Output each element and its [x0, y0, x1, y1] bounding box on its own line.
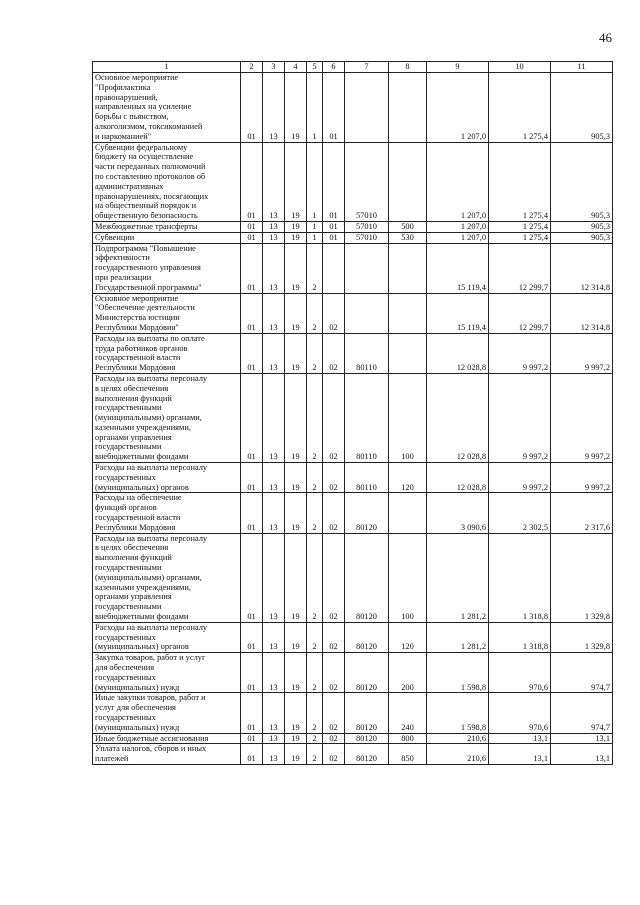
subsection-code-cell: 13: [263, 373, 285, 462]
table-header-row: [93, 62, 613, 73]
subsection-code-cell: 13: [263, 142, 285, 221]
section-code-cell: 01: [241, 333, 263, 373]
table-row: [93, 142, 613, 221]
expense-type-cell: 850: [389, 744, 427, 765]
expense-direction-cell: 80120: [345, 744, 389, 765]
section-code-cell: 01: [241, 73, 263, 143]
column-header: 5: [307, 62, 323, 73]
activity-code-cell: 02: [323, 333, 345, 373]
program-code-cell: 19: [285, 73, 307, 143]
column-header: 11: [551, 62, 613, 73]
amount-col11-cell: 974,7: [551, 693, 613, 733]
expense-direction-cell: 80110: [345, 333, 389, 373]
budget-table: [92, 61, 613, 765]
amount-col9-cell: 15 119,4: [427, 243, 489, 293]
amount-col10-cell: 9 997,2: [489, 373, 551, 462]
amount-col9-cell: 12 028,8: [427, 463, 489, 493]
subsection-code-cell: 13: [263, 221, 285, 232]
expense-type-cell: 120: [389, 622, 427, 652]
section-code-cell: 01: [241, 653, 263, 693]
amount-col10-cell: 12 299,7: [489, 293, 551, 333]
table-row: [93, 373, 613, 462]
activity-code-cell: 01: [323, 73, 345, 143]
amount-col11-cell: 13,1: [551, 744, 613, 765]
subprogram-code-cell: 2: [307, 693, 323, 733]
amount-col10-cell: 9 997,2: [489, 333, 551, 373]
amount-col11-cell: 12 314,8: [551, 243, 613, 293]
section-code-cell: 01: [241, 733, 263, 744]
amount-col11-cell: 9 997,2: [551, 333, 613, 373]
table-row: [93, 622, 613, 652]
program-code-cell: 19: [285, 653, 307, 693]
section-code-cell: 01: [241, 142, 263, 221]
subprogram-code-cell: 2: [307, 493, 323, 533]
amount-col10-cell: 1 275,4: [489, 142, 551, 221]
program-code-cell: 19: [285, 733, 307, 744]
activity-code-cell: 02: [323, 293, 345, 333]
amount-col11-cell: 905,3: [551, 232, 613, 243]
program-code-cell: 19: [285, 693, 307, 733]
subsection-code-cell: 13: [263, 733, 285, 744]
amount-col9-cell: 210,6: [427, 744, 489, 765]
expense-direction-cell: 57010: [345, 221, 389, 232]
table-row: [93, 463, 613, 493]
expense-type-cell: [389, 493, 427, 533]
subprogram-code-cell: 2: [307, 243, 323, 293]
subprogram-code-cell: 2: [307, 653, 323, 693]
expense-type-cell: [389, 73, 427, 143]
row-name-cell: Расходы на выплаты персоналу государственных (муниципальных) органов: [93, 463, 241, 493]
amount-col9-cell: 1 598,8: [427, 693, 489, 733]
expense-type-cell: 200: [389, 653, 427, 693]
table-row: [93, 533, 613, 622]
row-name-cell: Закупка товаров, работ и услуг для обеспечения государственных (муниципальных) нужд: [93, 653, 241, 693]
expense-type-cell: 240: [389, 693, 427, 733]
amount-col10-cell: 1 275,4: [489, 232, 551, 243]
section-code-cell: 01: [241, 693, 263, 733]
amount-col10-cell: 2 302,5: [489, 493, 551, 533]
amount-col11-cell: 12 314,8: [551, 293, 613, 333]
subsection-code-cell: 13: [263, 493, 285, 533]
amount-col9-cell: 1 207,0: [427, 221, 489, 232]
expense-type-cell: [389, 142, 427, 221]
row-name-cell: Иные бюджетные ассигнования: [93, 733, 241, 744]
table-row: [93, 693, 613, 733]
row-name-cell: Основное мероприятие "Обеспечение деятельности Министерства юстиции Республики Мордовия": [93, 293, 241, 333]
row-name-cell: Расходы на выплаты персоналу в целях обеспечения выполнения функций государственными (муниципальными) органами, казенными учреждениями, органами управления государственными внебюджетными фондами: [93, 373, 241, 462]
amount-col9-cell: 12 028,8: [427, 373, 489, 462]
subprogram-code-cell: 2: [307, 622, 323, 652]
expense-type-cell: [389, 333, 427, 373]
amount-col11-cell: 905,3: [551, 142, 613, 221]
column-header: 9: [427, 62, 489, 73]
column-header: 2: [241, 62, 263, 73]
column-header: 8: [389, 62, 427, 73]
program-code-cell: 19: [285, 463, 307, 493]
table-row: [93, 232, 613, 243]
program-code-cell: 19: [285, 622, 307, 652]
activity-code-cell: 01: [323, 221, 345, 232]
subsection-code-cell: 13: [263, 73, 285, 143]
section-code-cell: 01: [241, 622, 263, 652]
amount-col11-cell: 1 329,8: [551, 622, 613, 652]
activity-code-cell: 02: [323, 693, 345, 733]
amount-col11-cell: 13,1: [551, 733, 613, 744]
section-code-cell: 01: [241, 373, 263, 462]
column-header: 1: [93, 62, 241, 73]
expense-direction-cell: 80120: [345, 533, 389, 622]
subsection-code-cell: 13: [263, 243, 285, 293]
expense-type-cell: [389, 243, 427, 293]
table-row: [93, 243, 613, 293]
amount-col11-cell: 9 997,2: [551, 463, 613, 493]
row-name-cell: Расходы на выплаты персоналу государственных (муниципальных) органов: [93, 622, 241, 652]
row-name-cell: Субвенции: [93, 232, 241, 243]
amount-col9-cell: 15 119,4: [427, 293, 489, 333]
section-code-cell: 01: [241, 293, 263, 333]
subsection-code-cell: 13: [263, 463, 285, 493]
amount-col10-cell: 12 299,7: [489, 243, 551, 293]
amount-col9-cell: 210,6: [427, 733, 489, 744]
expense-direction-cell: 80120: [345, 693, 389, 733]
section-code-cell: 01: [241, 243, 263, 293]
expense-type-cell: 800: [389, 733, 427, 744]
amount-col10-cell: 1 275,4: [489, 73, 551, 143]
column-header: 6: [323, 62, 345, 73]
expense-type-cell: 120: [389, 463, 427, 493]
amount-col9-cell: 12 028,8: [427, 333, 489, 373]
amount-col11-cell: 974,7: [551, 653, 613, 693]
table-row: [93, 221, 613, 232]
expense-direction-cell: [345, 73, 389, 143]
activity-code-cell: 02: [323, 733, 345, 744]
section-code-cell: 01: [241, 463, 263, 493]
activity-code-cell: 02: [323, 622, 345, 652]
row-name-cell: Расходы на выплаты персоналу в целях обеспечения выполнения функций государственными (муниципальными) органами, казенными учреждениями, органами управления государственными внебюджетными фондами: [93, 533, 241, 622]
program-code-cell: 19: [285, 232, 307, 243]
activity-code-cell: 02: [323, 493, 345, 533]
row-name-cell: Подпрограмма "Повышение эффективности государственного управления при реализации Государственной программы": [93, 243, 241, 293]
amount-col11-cell: 2 317,6: [551, 493, 613, 533]
subsection-code-cell: 13: [263, 653, 285, 693]
subsection-code-cell: 13: [263, 693, 285, 733]
expense-direction-cell: 80120: [345, 493, 389, 533]
amount-col11-cell: 905,3: [551, 221, 613, 232]
expense-type-cell: 100: [389, 373, 427, 462]
subprogram-code-cell: 2: [307, 463, 323, 493]
amount-col10-cell: 970,6: [489, 653, 551, 693]
amount-col10-cell: 1 318,8: [489, 622, 551, 652]
program-code-cell: 19: [285, 493, 307, 533]
expense-type-cell: 100: [389, 533, 427, 622]
subsection-code-cell: 13: [263, 622, 285, 652]
table-row: [93, 293, 613, 333]
table-row: [93, 493, 613, 533]
activity-code-cell: 01: [323, 232, 345, 243]
amount-col10-cell: 9 997,2: [489, 463, 551, 493]
table-body: [93, 73, 613, 765]
amount-col10-cell: 13,1: [489, 733, 551, 744]
activity-code-cell: [323, 243, 345, 293]
amount-col9-cell: 1 207,0: [427, 73, 489, 143]
column-header: 4: [285, 62, 307, 73]
row-name-cell: Расходы на выплаты по оплате труда работников органов государственной власти Республики Мордовия: [93, 333, 241, 373]
column-header: 10: [489, 62, 551, 73]
expense-type-cell: 530: [389, 232, 427, 243]
subsection-code-cell: 13: [263, 293, 285, 333]
subprogram-code-cell: 2: [307, 733, 323, 744]
section-code-cell: 01: [241, 232, 263, 243]
amount-col10-cell: 13,1: [489, 744, 551, 765]
amount-col10-cell: 970,6: [489, 693, 551, 733]
amount-col9-cell: 1 207,0: [427, 232, 489, 243]
expense-direction-cell: 57010: [345, 232, 389, 243]
expense-type-cell: 500: [389, 221, 427, 232]
amount-col9-cell: 3 090,6: [427, 493, 489, 533]
table-row: [93, 333, 613, 373]
program-code-cell: 19: [285, 333, 307, 373]
subsection-code-cell: 13: [263, 333, 285, 373]
subprogram-code-cell: 2: [307, 293, 323, 333]
activity-code-cell: 02: [323, 373, 345, 462]
subprogram-code-cell: 1: [307, 232, 323, 243]
amount-col11-cell: 9 997,2: [551, 373, 613, 462]
row-name-cell: Расходы на обеспечение функций органов государственной власти Республики Мордовия: [93, 493, 241, 533]
expense-direction-cell: [345, 293, 389, 333]
subprogram-code-cell: 2: [307, 333, 323, 373]
expense-type-cell: [389, 293, 427, 333]
activity-code-cell: 02: [323, 653, 345, 693]
program-code-cell: 19: [285, 142, 307, 221]
activity-code-cell: 01: [323, 142, 345, 221]
subsection-code-cell: 13: [263, 744, 285, 765]
amount-col9-cell: 1 598,8: [427, 653, 489, 693]
expense-direction-cell: 80120: [345, 733, 389, 744]
program-code-cell: 19: [285, 293, 307, 333]
activity-code-cell: 02: [323, 744, 345, 765]
subprogram-code-cell: 1: [307, 221, 323, 232]
expense-direction-cell: 57010: [345, 142, 389, 221]
section-code-cell: 01: [241, 493, 263, 533]
expense-direction-cell: 80110: [345, 463, 389, 493]
amount-col9-cell: 1 207,0: [427, 142, 489, 221]
expense-direction-cell: 80120: [345, 653, 389, 693]
subprogram-code-cell: 2: [307, 373, 323, 462]
section-code-cell: 01: [241, 533, 263, 622]
section-code-cell: 01: [241, 744, 263, 765]
table-row: [93, 733, 613, 744]
subprogram-code-cell: 1: [307, 73, 323, 143]
program-code-cell: 19: [285, 243, 307, 293]
program-code-cell: 19: [285, 744, 307, 765]
program-code-cell: 19: [285, 221, 307, 232]
program-code-cell: 19: [285, 533, 307, 622]
page-number: 46: [599, 30, 612, 45]
section-code-cell: 01: [241, 221, 263, 232]
amount-col9-cell: 1 281,2: [427, 533, 489, 622]
activity-code-cell: 02: [323, 533, 345, 622]
table-row: [93, 73, 613, 143]
table-row: [93, 744, 613, 765]
expense-direction-cell: 80120: [345, 622, 389, 652]
amount-col11-cell: 1 329,8: [551, 533, 613, 622]
amount-col9-cell: 1 281,2: [427, 622, 489, 652]
subprogram-code-cell: 2: [307, 533, 323, 622]
activity-code-cell: 02: [323, 463, 345, 493]
column-header: 3: [263, 62, 285, 73]
column-header: 7: [345, 62, 389, 73]
expense-direction-cell: [345, 243, 389, 293]
row-name-cell: Уплата налогов, сборов и иных платежей: [93, 744, 241, 765]
row-name-cell: Межбюджетные трансферты: [93, 221, 241, 232]
row-name-cell: Субвенции федеральному бюджету на осуществление части переданных полномочий по составлению протоколов об административных правонарушениях, посягающих на общественный порядок и общественную безопасность: [93, 142, 241, 221]
row-name-cell: Иные закупки товаров, работ и услуг для обеспечения государственных (муниципальных) нужд: [93, 693, 241, 733]
row-name-cell: Основное мероприятие "Профилактика правонарушений, направленных на усиление борьбы с пьянством, алкоголизмом, токсикоманией и наркоманией": [93, 73, 241, 143]
amount-col10-cell: 1 318,8: [489, 533, 551, 622]
subprogram-code-cell: 1: [307, 142, 323, 221]
expense-direction-cell: 80110: [345, 373, 389, 462]
subprogram-code-cell: 2: [307, 744, 323, 765]
program-code-cell: 19: [285, 373, 307, 462]
amount-col11-cell: 905,3: [551, 73, 613, 143]
subsection-code-cell: 13: [263, 232, 285, 243]
amount-col10-cell: 1 275,4: [489, 221, 551, 232]
table-row: [93, 653, 613, 693]
subsection-code-cell: 13: [263, 533, 285, 622]
